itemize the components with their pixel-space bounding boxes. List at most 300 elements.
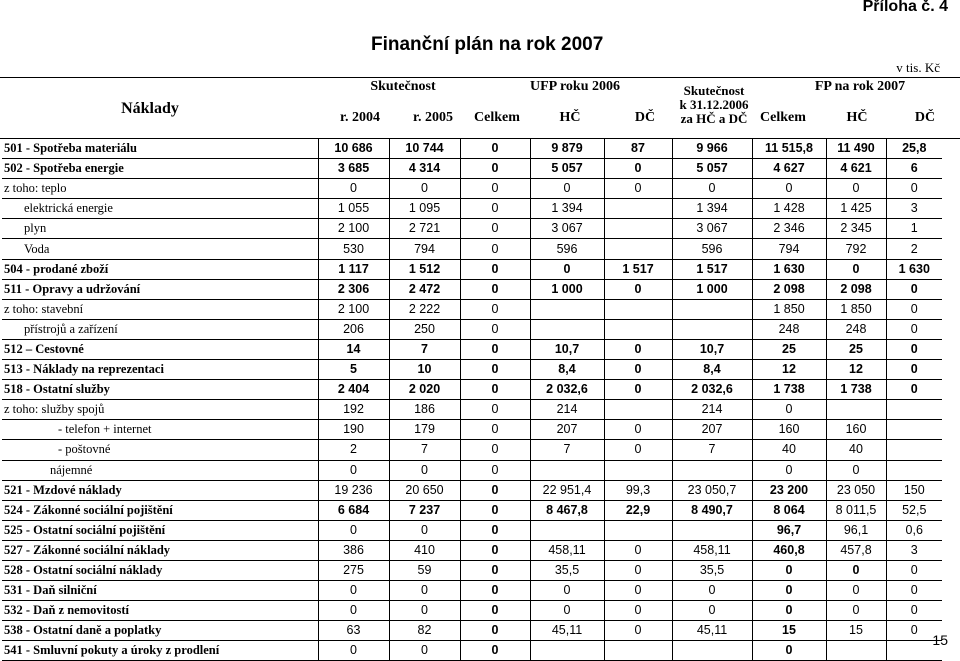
header-ufp: UFP roku 2006 xyxy=(530,79,620,94)
header-r2005: r. 2005 xyxy=(413,110,453,125)
row-label: 518 - Ostatní služby xyxy=(2,380,318,400)
row-value: 0 xyxy=(752,400,826,420)
row-value: 0 xyxy=(604,440,672,460)
row-value: 99,3 xyxy=(604,480,672,500)
row-value: 0 xyxy=(826,581,886,601)
row-label: 525 - Ostatní sociální pojištění xyxy=(2,520,318,540)
row-value: 0 xyxy=(604,380,672,400)
header-hc-2007: HČ xyxy=(846,110,868,125)
table-row xyxy=(2,440,942,460)
row-value: 457,8 xyxy=(826,540,886,560)
row-value: 2 345 xyxy=(826,219,886,239)
row-label: Voda xyxy=(2,239,318,259)
row-value: 2 306 xyxy=(318,279,389,299)
row-value: 23 050 xyxy=(826,480,886,500)
row-label: - poštovné xyxy=(2,440,318,460)
row-value: 192 xyxy=(318,400,389,420)
row-value: 0 xyxy=(672,601,752,621)
row-value: 7 xyxy=(672,440,752,460)
row-value: 1 738 xyxy=(752,380,826,400)
row-label: 521 - Mzdové náklady xyxy=(2,480,318,500)
row-value: 5 xyxy=(318,360,389,380)
row-value xyxy=(604,520,672,540)
row-value: 35,5 xyxy=(672,560,752,580)
row-label: elektrická energie xyxy=(2,199,318,219)
row-value xyxy=(604,299,672,319)
row-value: 0 xyxy=(826,259,886,279)
row-value: 45,11 xyxy=(530,621,604,641)
row-value: 9 879 xyxy=(530,139,604,159)
row-value: 1 850 xyxy=(826,299,886,319)
row-value: 0 xyxy=(318,581,389,601)
row-value: 0 xyxy=(530,259,604,279)
row-value: 0 xyxy=(460,420,530,440)
appendix-label: Příloha č. 4 xyxy=(862,0,948,15)
header-r2004: r. 2004 xyxy=(340,110,380,125)
row-value: 207 xyxy=(530,420,604,440)
row-value: 40 xyxy=(752,440,826,460)
page-title: Finanční plán na rok 2007 xyxy=(371,34,604,55)
row-value: 12 xyxy=(826,360,886,380)
row-value: 2 032,6 xyxy=(530,380,604,400)
header-skut-2006-line1: Skutečnost xyxy=(683,83,745,98)
table-row xyxy=(2,319,942,339)
row-value: 23 050,7 xyxy=(672,480,752,500)
row-value: 0 xyxy=(530,179,604,199)
row-value: 12 xyxy=(752,360,826,380)
header-skut-2006-line3: za HČ a DČ xyxy=(680,111,748,126)
row-value: 0 xyxy=(886,360,942,380)
row-value: 0 xyxy=(318,179,389,199)
table-row xyxy=(2,299,942,319)
row-value: 0 xyxy=(886,621,942,641)
row-value: 458,11 xyxy=(672,540,752,560)
row-value: 0 xyxy=(672,581,752,601)
row-value: 22 951,4 xyxy=(530,480,604,500)
row-value: 1 425 xyxy=(826,199,886,219)
header-top-rule xyxy=(0,77,960,78)
row-label: 541 - Smluvní pokuty a úroky z prodlení xyxy=(2,641,318,661)
header-skut-2006-line2: k 31.12.2006 xyxy=(679,97,749,112)
header-hc: HČ xyxy=(559,110,581,125)
row-label: 528 - Ostatní sociální náklady xyxy=(2,560,318,580)
table-row xyxy=(2,520,942,540)
row-value: 386 xyxy=(318,540,389,560)
row-value: 0 xyxy=(886,380,942,400)
row-value xyxy=(672,299,752,319)
row-value: 0 xyxy=(460,179,530,199)
row-value: 0 xyxy=(460,239,530,259)
table-row xyxy=(2,500,942,520)
row-value: 0 xyxy=(530,581,604,601)
row-value: 0 xyxy=(604,279,672,299)
row-label: nájemné xyxy=(2,460,318,480)
row-value: 0 xyxy=(460,380,530,400)
row-value: 11 515,8 xyxy=(752,139,826,159)
row-value: 0 xyxy=(752,460,826,480)
row-value: 0 xyxy=(886,560,942,580)
table-row xyxy=(2,460,942,480)
row-value: 82 xyxy=(389,621,460,641)
row-label: 502 - Spotřeba energie xyxy=(2,159,318,179)
row-value: 0 xyxy=(318,520,389,540)
row-value: 207 xyxy=(672,420,752,440)
row-label: 527 - Zákonné sociální náklady xyxy=(2,540,318,560)
row-value: 2 404 xyxy=(318,380,389,400)
row-value: 275 xyxy=(318,560,389,580)
row-value: 460,8 xyxy=(752,540,826,560)
header-fp: FP na rok 2007 xyxy=(814,79,906,94)
row-value: 0 xyxy=(460,601,530,621)
row-value: 25 xyxy=(826,339,886,359)
row-value: 0 xyxy=(604,179,672,199)
row-value: 1 394 xyxy=(530,199,604,219)
row-value: 2 721 xyxy=(389,219,460,239)
row-value: 0 xyxy=(389,460,460,480)
row-value: 8 064 xyxy=(752,500,826,520)
row-value: 0 xyxy=(604,581,672,601)
table-row xyxy=(2,360,942,380)
row-value: 1 850 xyxy=(752,299,826,319)
row-value: 530 xyxy=(318,239,389,259)
row-value xyxy=(530,299,604,319)
row-label: 512 – Cestovné xyxy=(2,339,318,359)
row-value: 3 685 xyxy=(318,159,389,179)
row-value: 0 xyxy=(886,601,942,621)
row-value: 0 xyxy=(460,440,530,460)
row-label: 524 - Zákonné sociální pojištění xyxy=(2,500,318,520)
row-label: 531 - Daň silniční xyxy=(2,581,318,601)
row-value: 0 xyxy=(604,159,672,179)
unit-label: v tis. Kč xyxy=(896,60,940,75)
row-value: 9 966 xyxy=(672,139,752,159)
row-value: 0 xyxy=(460,641,530,661)
row-value: 14 xyxy=(318,339,389,359)
row-value: 214 xyxy=(672,400,752,420)
table-row xyxy=(2,400,942,420)
row-value: 0 xyxy=(460,500,530,520)
row-value: 0 xyxy=(460,560,530,580)
row-value: 10,7 xyxy=(672,339,752,359)
row-value: 0 xyxy=(826,601,886,621)
table-row xyxy=(2,560,942,580)
table-row xyxy=(2,380,942,400)
row-value: 0 xyxy=(389,601,460,621)
row-value: 458,11 xyxy=(530,540,604,560)
row-value: 0 xyxy=(460,520,530,540)
row-value: 3 067 xyxy=(530,219,604,239)
row-value: 0 xyxy=(530,601,604,621)
row-value: 2 xyxy=(318,440,389,460)
table-row xyxy=(2,239,942,259)
row-value xyxy=(530,520,604,540)
row-value: 1 394 xyxy=(672,199,752,219)
row-value: 0 xyxy=(460,360,530,380)
row-value: 0 xyxy=(752,179,826,199)
row-value: 248 xyxy=(826,319,886,339)
row-value: 0 xyxy=(604,621,672,641)
row-value: 35,5 xyxy=(530,560,604,580)
table-row xyxy=(2,540,942,560)
row-value: 8 011,5 xyxy=(826,500,886,520)
row-value: 160 xyxy=(826,420,886,440)
row-value: 1 517 xyxy=(604,259,672,279)
row-value: 0 xyxy=(318,460,389,480)
row-value: 186 xyxy=(389,400,460,420)
row-label: z toho: stavební xyxy=(2,299,318,319)
row-value: 794 xyxy=(752,239,826,259)
row-value: 2 020 xyxy=(389,380,460,400)
row-value xyxy=(826,400,886,420)
row-value: 7 237 xyxy=(389,500,460,520)
row-value: 10 686 xyxy=(318,139,389,159)
table-row xyxy=(2,480,942,500)
row-value: 10,7 xyxy=(530,339,604,359)
row-value xyxy=(604,460,672,480)
row-value: 5 057 xyxy=(530,159,604,179)
row-value: 0 xyxy=(460,460,530,480)
row-value: 2 xyxy=(886,239,942,259)
row-value: 1 095 xyxy=(389,199,460,219)
row-value: 0 xyxy=(460,339,530,359)
row-value: 1 117 xyxy=(318,259,389,279)
row-value: 8,4 xyxy=(672,360,752,380)
row-value: 0 xyxy=(604,339,672,359)
row-value: 0 xyxy=(460,139,530,159)
table-row xyxy=(2,199,942,219)
header-celkem: Celkem xyxy=(474,110,520,125)
row-value xyxy=(604,319,672,339)
header-skutecnost: Skutečnost xyxy=(370,79,436,94)
row-value: 206 xyxy=(318,319,389,339)
header-dc: DČ xyxy=(634,110,656,125)
row-value: 4 627 xyxy=(752,159,826,179)
row-value xyxy=(672,460,752,480)
table-row xyxy=(2,420,942,440)
row-value xyxy=(604,199,672,219)
row-value xyxy=(530,460,604,480)
table-row xyxy=(2,621,942,641)
row-label: 538 - Ostatní daně a poplatky xyxy=(2,621,318,641)
row-value: 0,6 xyxy=(886,520,942,540)
row-value: 0 xyxy=(318,641,389,661)
row-value: 87 xyxy=(604,139,672,159)
row-value xyxy=(886,440,942,460)
row-label: přístrojů a zařízení xyxy=(2,319,318,339)
row-value: 23 200 xyxy=(752,480,826,500)
row-value: 0 xyxy=(886,339,942,359)
row-value xyxy=(604,400,672,420)
row-value xyxy=(886,420,942,440)
row-value: 214 xyxy=(530,400,604,420)
row-value: 8 490,7 xyxy=(672,500,752,520)
row-value: 0 xyxy=(460,279,530,299)
row-value: 22,9 xyxy=(604,500,672,520)
row-value: 0 xyxy=(460,319,530,339)
row-value: 25,8 xyxy=(886,139,942,159)
table-row xyxy=(2,159,942,179)
row-value: 2 098 xyxy=(752,279,826,299)
row-value: 1 517 xyxy=(672,259,752,279)
row-label: - telefon + internet xyxy=(2,420,318,440)
row-value: 0 xyxy=(604,560,672,580)
row-value: 2 346 xyxy=(752,219,826,239)
table-row xyxy=(2,279,942,299)
row-value: 1 512 xyxy=(389,259,460,279)
row-value: 0 xyxy=(752,581,826,601)
row-label: plyn xyxy=(2,219,318,239)
row-value: 0 xyxy=(752,641,826,661)
row-value: 1 630 xyxy=(752,259,826,279)
row-label: 501 - Spotřeba materiálu xyxy=(2,139,318,159)
row-value: 792 xyxy=(826,239,886,259)
row-value: 2 100 xyxy=(318,299,389,319)
row-value: 3 xyxy=(886,540,942,560)
row-value: 2 100 xyxy=(318,219,389,239)
row-value: 0 xyxy=(389,641,460,661)
row-value: 6 684 xyxy=(318,500,389,520)
row-value: 0 xyxy=(752,601,826,621)
table-row xyxy=(2,259,942,279)
row-value: 0 xyxy=(460,219,530,239)
row-value: 4 314 xyxy=(389,159,460,179)
row-value: 7 xyxy=(530,440,604,460)
row-value: 0 xyxy=(604,360,672,380)
row-value: 2 472 xyxy=(389,279,460,299)
row-value: 596 xyxy=(672,239,752,259)
row-value: 15 xyxy=(752,621,826,641)
row-value: 250 xyxy=(389,319,460,339)
row-value: 410 xyxy=(389,540,460,560)
row-value: 2 222 xyxy=(389,299,460,319)
row-value: 0 xyxy=(460,581,530,601)
row-value: 0 xyxy=(604,420,672,440)
row-value: 179 xyxy=(389,420,460,440)
row-value: 0 xyxy=(460,259,530,279)
table-row xyxy=(2,601,942,621)
row-label: z toho: teplo xyxy=(2,179,318,199)
row-value: 0 xyxy=(460,199,530,219)
page-number: 15 xyxy=(932,632,948,648)
row-value: 1 630 xyxy=(886,259,942,279)
row-value: 1 738 xyxy=(826,380,886,400)
row-value: 0 xyxy=(460,400,530,420)
row-value: 4 621 xyxy=(826,159,886,179)
row-value: 0 xyxy=(826,560,886,580)
row-value: 63 xyxy=(318,621,389,641)
row-value: 160 xyxy=(752,420,826,440)
row-value: 0 xyxy=(886,279,942,299)
row-value: 596 xyxy=(530,239,604,259)
row-value: 10 xyxy=(389,360,460,380)
row-value xyxy=(886,400,942,420)
row-label: 532 - Daň z nemovitostí xyxy=(2,601,318,621)
row-value: 0 xyxy=(672,179,752,199)
row-value: 248 xyxy=(752,319,826,339)
row-value: 0 xyxy=(460,480,530,500)
table-row xyxy=(2,219,942,239)
row-value xyxy=(604,219,672,239)
row-value xyxy=(672,520,752,540)
row-value: 0 xyxy=(389,520,460,540)
row-value: 52,5 xyxy=(886,500,942,520)
row-value: 0 xyxy=(886,581,942,601)
row-value: 0 xyxy=(460,540,530,560)
header-celkem-2007: Celkem xyxy=(760,110,806,125)
row-value: 3 xyxy=(886,199,942,219)
table-row xyxy=(2,179,942,199)
row-value: 20 650 xyxy=(389,480,460,500)
row-value: 25 xyxy=(752,339,826,359)
row-value: 7 xyxy=(389,440,460,460)
row-value: 0 xyxy=(886,319,942,339)
row-value: 0 xyxy=(389,179,460,199)
row-value xyxy=(604,239,672,259)
row-value: 0 xyxy=(826,460,886,480)
row-label: z toho: služby spojů xyxy=(2,400,318,420)
row-value: 40 xyxy=(826,440,886,460)
row-value: 0 xyxy=(318,601,389,621)
row-value: 19 236 xyxy=(318,480,389,500)
row-value: 150 xyxy=(886,480,942,500)
row-value xyxy=(530,319,604,339)
row-value: 7 xyxy=(389,339,460,359)
row-value xyxy=(886,460,942,480)
row-value: 1 000 xyxy=(530,279,604,299)
row-value: 6 xyxy=(886,159,942,179)
row-value: 794 xyxy=(389,239,460,259)
cost-table xyxy=(2,139,942,661)
row-value: 0 xyxy=(886,299,942,319)
row-value: 45,11 xyxy=(672,621,752,641)
row-value: 0 xyxy=(886,179,942,199)
row-value: 1 055 xyxy=(318,199,389,219)
row-value: 8 467,8 xyxy=(530,500,604,520)
row-value: 1 xyxy=(886,219,942,239)
row-value: 11 490 xyxy=(826,139,886,159)
table-row xyxy=(2,339,942,359)
row-label: 511 - Opravy a udržování xyxy=(2,279,318,299)
row-value: 96,7 xyxy=(752,520,826,540)
row-value: 59 xyxy=(389,560,460,580)
row-value: 2 098 xyxy=(826,279,886,299)
row-value: 0 xyxy=(460,299,530,319)
row-value: 0 xyxy=(604,601,672,621)
row-value: 0 xyxy=(752,560,826,580)
row-value: 1 428 xyxy=(752,199,826,219)
row-value: 0 xyxy=(826,179,886,199)
table-row xyxy=(2,139,942,159)
row-label: 513 - Náklady na reprezentaci xyxy=(2,360,318,380)
row-value: 0 xyxy=(604,540,672,560)
row-value: 5 057 xyxy=(672,159,752,179)
row-value: 0 xyxy=(460,621,530,641)
row-value: 190 xyxy=(318,420,389,440)
row-value: 0 xyxy=(389,581,460,601)
row-value: 8,4 xyxy=(530,360,604,380)
header-dc-2007: DČ xyxy=(914,110,936,125)
row-value: 15 xyxy=(826,621,886,641)
row-value: 96,1 xyxy=(826,520,886,540)
row-label: 504 - prodané zboží xyxy=(2,259,318,279)
row-value: 3 067 xyxy=(672,219,752,239)
table-row xyxy=(2,581,942,601)
row-value: 0 xyxy=(460,159,530,179)
row-value: 2 032,6 xyxy=(672,380,752,400)
row-value xyxy=(672,319,752,339)
row-value: 1 000 xyxy=(672,279,752,299)
row-value: 10 744 xyxy=(389,139,460,159)
